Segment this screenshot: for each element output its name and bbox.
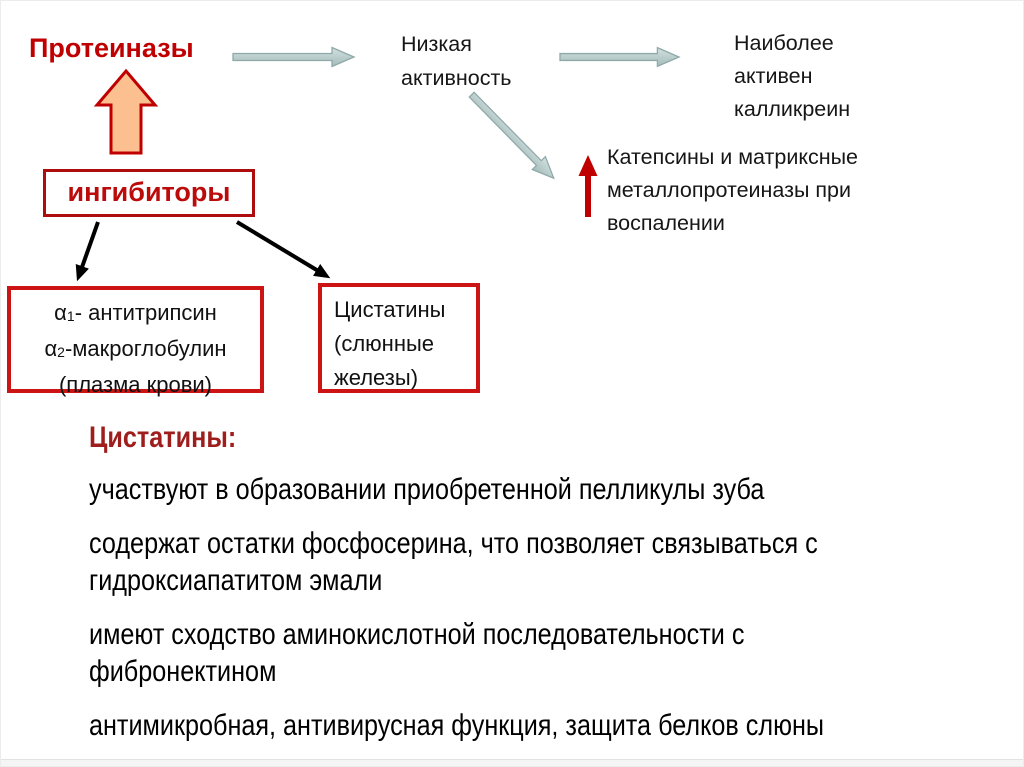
most-active-label: [734, 27, 850, 126]
cystatins-box-line1: Цистатины: [334, 297, 446, 322]
branch-arrows: [1, 214, 361, 294]
low-activity-line1: Низкая: [401, 32, 472, 56]
bullet-3: [89, 616, 946, 690]
low-activity-label: [401, 27, 512, 95]
cathepsins-label: [607, 141, 858, 240]
cystatins-heading: Цистатины:: [89, 421, 237, 454]
cystatins-section: [89, 419, 946, 761]
cystatins-box-line2: (слюнные: [334, 331, 435, 356]
bullet-3-line2: фибронектином: [89, 655, 277, 688]
plasma-line2-text: -макроглобулин: [64, 336, 227, 361]
right-arrow-icon: [559, 45, 681, 69]
plasma-box-line2: [11, 332, 260, 368]
plasma-box-line1: [11, 296, 260, 332]
bullet-4: [89, 707, 946, 744]
bullet-2-line2: гидроксиапатитом эмали: [89, 564, 383, 597]
plasma-line1-text: - антитрипсин: [74, 300, 217, 325]
inhibitors-label: ингибиторы: [67, 177, 231, 207]
most-active-line2: активен: [734, 64, 813, 88]
alpha-symbol: α: [54, 300, 67, 325]
right-arrow-icon: [232, 45, 356, 69]
cathepsins-line2: металлопротеиназы при: [607, 178, 852, 202]
increase-arrow-icon: [577, 154, 599, 218]
slide-footer-strip: [1, 759, 1024, 766]
bullet-2-line1: содержат остатки фосфосерина, что позволяет связываться с: [89, 527, 818, 560]
bullet-1: [89, 471, 946, 508]
up-block-arrow-icon: [95, 69, 157, 155]
bullet-2: [89, 525, 946, 599]
alpha-subscript: 2: [57, 344, 65, 360]
diagonal-arrow-icon: [462, 86, 563, 188]
most-active-line1: Наиболее: [734, 31, 834, 55]
plasma-box-line3: (плазма крови): [58, 372, 213, 397]
cathepsins-line1: Катепсины и матриксные: [607, 145, 859, 169]
cystatins-glands-box: [318, 283, 480, 393]
cystatins-box-line3: железы): [334, 365, 419, 390]
bullet-4-line1: антимикробная, антивирусная функция, защита белков слюны: [89, 709, 825, 742]
bullet-3-line1: имеют сходство аминокислотной последовательности с: [89, 618, 745, 651]
branch-arrow-right-icon: [237, 222, 320, 272]
proteinases-label: Протеиназы: [29, 33, 194, 63]
branch-arrow-left-icon: [81, 222, 98, 270]
bullet-1-line1: участвуют в образовании приобретенной пелликулы зуба: [89, 473, 765, 506]
inhibitors-box: [43, 169, 255, 217]
alpha-symbol: α: [44, 336, 58, 361]
low-activity-line2: активность: [401, 66, 512, 90]
most-active-line3: калликреин: [734, 97, 851, 121]
plasma-inhibitors-box: [7, 286, 264, 397]
cathepsins-line3: воспалении: [607, 211, 725, 235]
alpha-subscript: 1: [66, 308, 75, 324]
